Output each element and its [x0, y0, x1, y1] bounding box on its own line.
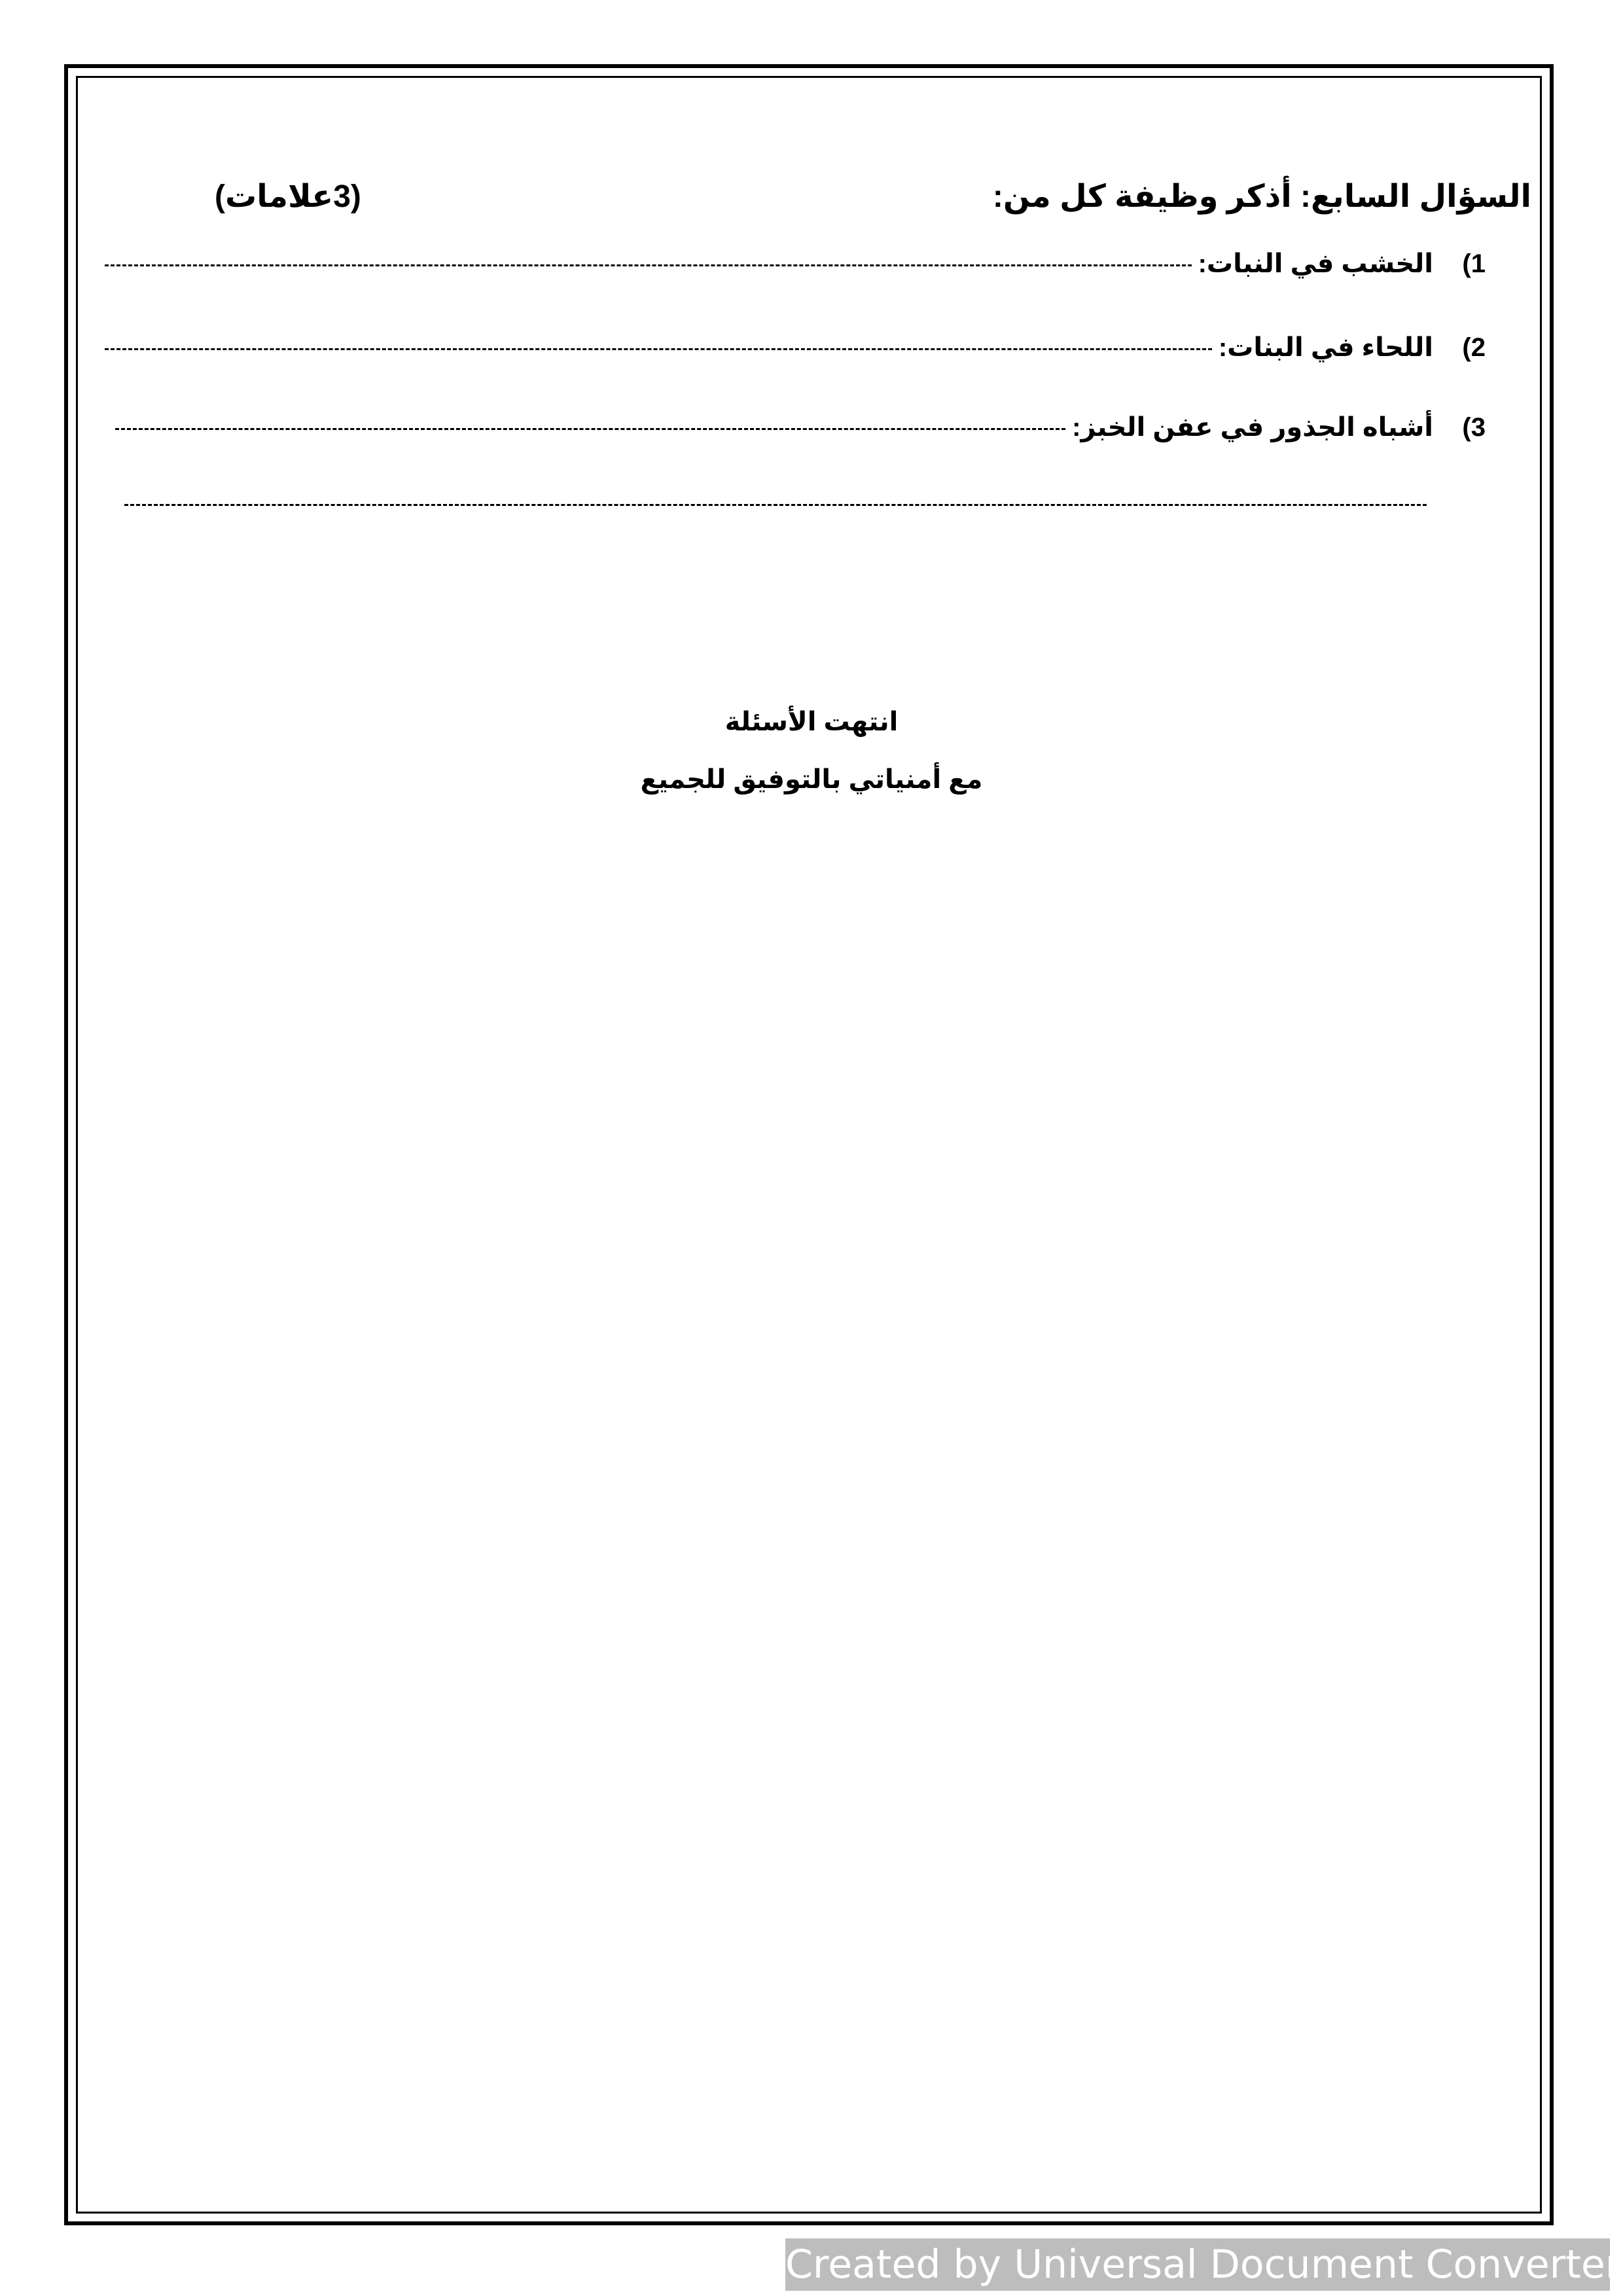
page-border-inner	[76, 76, 1542, 2214]
closing-line-end: انتهت الأسئلة	[724, 708, 899, 736]
question-marks: (3علامات)	[215, 179, 361, 214]
answer-item-3	[115, 404, 1486, 450]
item-number: 1)	[1462, 249, 1486, 278]
item-label: الخشب في النبات:	[1198, 249, 1433, 278]
watermark: Created by Universal Document Converter	[785, 2238, 1610, 2291]
answer-line-continued	[124, 504, 1427, 506]
question-title: السؤال السابع: أذكر وظيفة كل من:	[992, 179, 1531, 214]
answer-item-1	[105, 241, 1486, 287]
answer-line	[105, 264, 1192, 266]
closing-line-wishes: مع أمنياتي بالتوفيق للجميع	[640, 765, 983, 794]
answer-item-2	[105, 325, 1486, 370]
question-heading	[196, 178, 1531, 230]
answer-line	[115, 428, 1065, 430]
item-label: أشباه الجذور في عفن الخبز:	[1072, 413, 1433, 442]
item-number: 3)	[1462, 412, 1486, 442]
item-label: اللحاء في البنات:	[1218, 333, 1433, 362]
answer-line	[105, 348, 1212, 350]
item-number: 2)	[1462, 332, 1486, 362]
